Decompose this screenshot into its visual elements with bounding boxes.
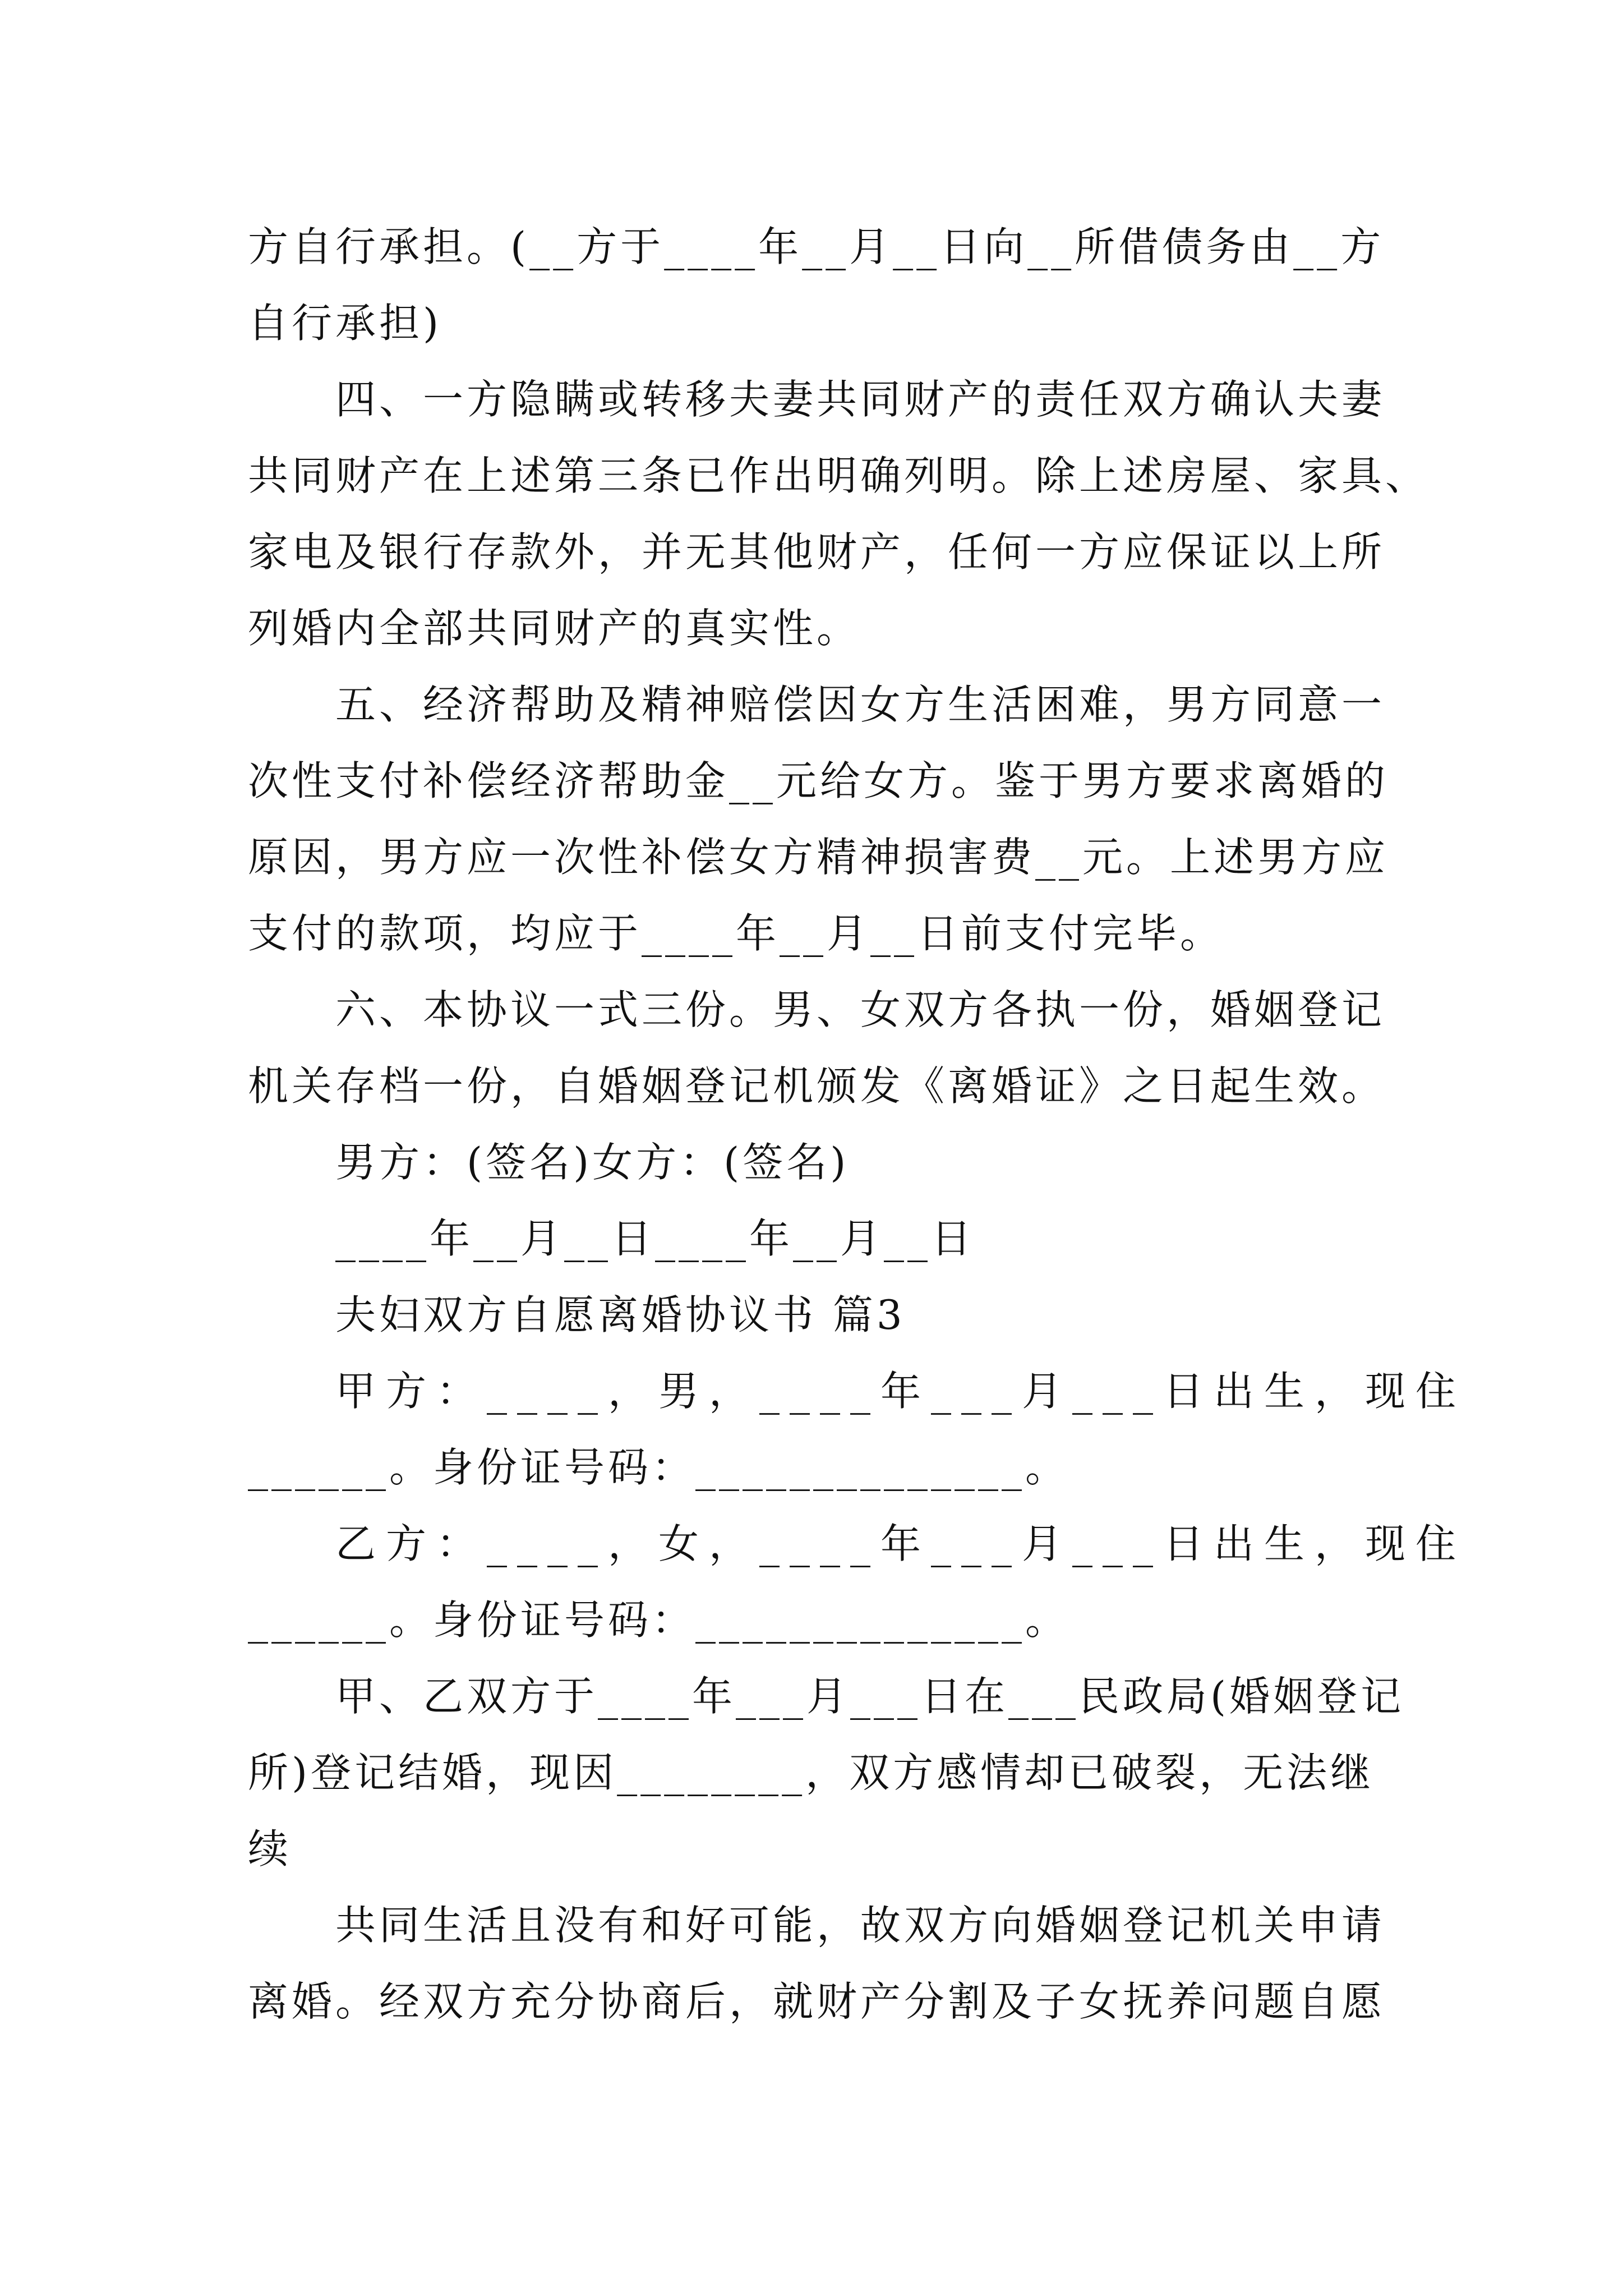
party-a-line: 甲方：____，男，____年___月___日出生，现住 xyxy=(335,1368,1467,1415)
text-line: 机关存档一份，自婚姻登记机颁发《离婚证》之日起生效。 xyxy=(248,1062,1386,1110)
section-4-heading: 四、一方隐瞒或转移夫妻共同财产的责任双方确认夫妻 xyxy=(335,376,1386,423)
text-line: 方自行承担。(__方于____年__月__日向__所借债务由__方 xyxy=(248,223,1385,270)
text-line: 续 xyxy=(248,1825,292,1872)
text-line: 共同生活且没有和好可能，故双方向婚姻登记机关申请 xyxy=(335,1902,1386,1949)
text-line: 次性支付补偿经济帮助金__元给女方。鉴于男方要求离婚的 xyxy=(248,757,1389,804)
text-line: 列婚内全部共同财产的真实性。 xyxy=(248,605,861,652)
text-line: 离婚。经双方充分协商后，就财产分割及子女抚养问题自愿 xyxy=(248,1978,1386,2025)
party-b-id-line: ______。身份证号码：______________。 xyxy=(248,1596,1069,1644)
text-line: 家电及银行存款外，并无其他财产，任何一方应保证以上所 xyxy=(248,528,1386,576)
party-a-id-line: ______。身份证号码：______________。 xyxy=(248,1444,1069,1491)
text-line: 原因，男方应一次性补偿女方精神损害费__元。上述男方应 xyxy=(248,834,1389,881)
section-5-heading: 五、经济帮助及精神赔偿因女方生活困难，男方同意一 xyxy=(335,681,1386,728)
article-title: 夫妇双方自愿离婚协议书 篇3 xyxy=(335,1291,906,1338)
signature-line: 男方：(签名)女方：(签名) xyxy=(335,1139,850,1186)
party-b-line: 乙方：____，女，____年___月___日出生，现住 xyxy=(335,1520,1467,1567)
text-line: 甲、乙双方于____年___月___日在___民政局(婚姻登记 xyxy=(335,1673,1405,1720)
text-line: 所)登记结婚，现因________，双方感情却已破裂，无法继 xyxy=(248,1749,1375,1796)
text-line: 自行承担) xyxy=(248,300,442,347)
text-line: 共同财产在上述第三条已作出明确列明。除上述房屋、家具、 xyxy=(248,452,1430,499)
date-line: ____年__月__日____年__月__日 xyxy=(335,1215,975,1262)
section-6-heading: 六、本协议一式三份。男、女双方各执一份，婚姻登记 xyxy=(335,986,1386,1033)
text-line: 支付的款项，均应于____年__月__日前支付完毕。 xyxy=(248,910,1224,957)
